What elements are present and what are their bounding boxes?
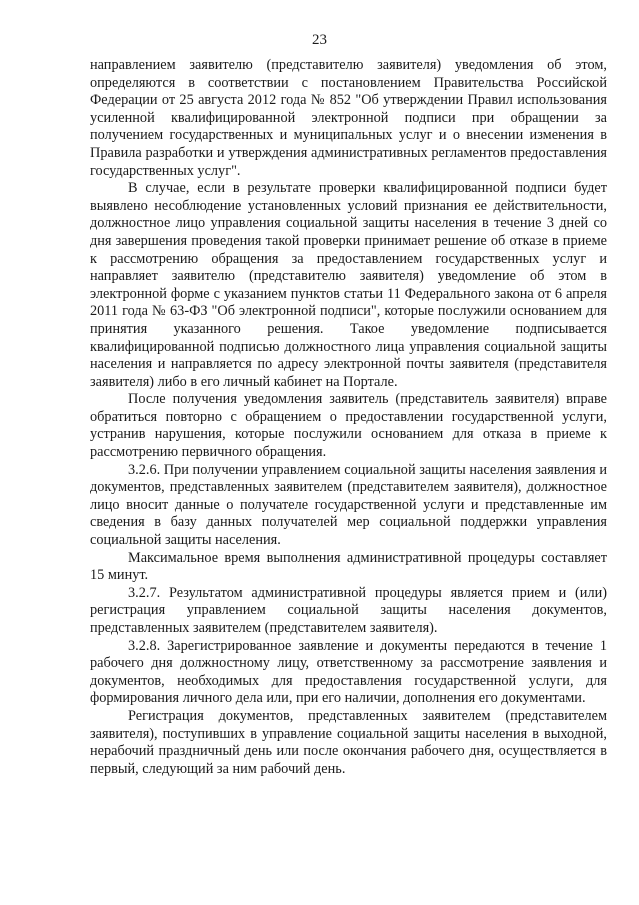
- paragraph-max-time: Максимальное время выполнения административной процедуры составляет 15 минут.: [90, 549, 607, 584]
- paragraph-3-2-6: 3.2.6. При получении управлением социальной защиты населения заявления и документов, представленных заявителем (представителем заявителя), должностное лицо вносит данные о получателе государственной услуги и представленные им сведения в базу данных получателей мер социальной поддержки управления социальной защиты населения.: [90, 461, 607, 549]
- document-body: [90, 57, 607, 778]
- paragraph-3-2-8: 3.2.8. Зарегистрированное заявление и документы передаются в течение 1 рабочего дня должностному лицу, ответственному за рассмотрение заявления и документов, необходимых для предоставления государственной услуги, для формирования личного дела или, при его наличии, дополнения его документами.: [90, 637, 607, 707]
- paragraph-continuation: направлением заявителю (представителю заявителя) уведомления об этом, определяются в соответствии с постановлением Правительства Российской Федерации от 25 августа 2012 года № 852 "Об утверждении Правил использования усиленной квалифицированной электронной подписи при обращении за получением государственных и муниципальных услуг и о внесении изменения в Правила разработки и утверждения административных регламентов предоставления государственных услуг".: [90, 57, 607, 179]
- paragraph-registration: Регистрация документов, представленных заявителем (представителем заявителя), поступивших в управление социальной защиты населения в выходной, нерабочий праздничный день или после окончания рабочего дня, осуществляется в первый, следующий за ним рабочий день.: [90, 707, 607, 777]
- paragraph-3-2-7: 3.2.7. Результатом административной процедуры является прием и (или) регистрация управлением социальной защиты населения документов, представленных заявителем (представителем заявителя).: [90, 584, 607, 636]
- paragraph-repeat-request: После получения уведомления заявитель (представитель заявителя) вправе обратиться повторно с обращением о предоставлении государственной услуги, устранив нарушения, которые послужили основанием для отказа в приеме к рассмотрению первичного обращения.: [90, 391, 607, 461]
- paragraph-signature-check: В случае, если в результате проверки квалифицированной подписи будет выявлено несоблюдение установленных условий признания ее действительности, должностное лицо управления социальной защиты населения в течение 3 дней со дня завершения проведения такой проверки принимает решение об отказе в приеме к рассмотрению обращения за предоставлением государственных услуг и направляет заявителю (представителю заявителя) уведомление об этом в электронной форме с указанием пунктов статьи 11 Федерального закона от 6 апреля 2011 года № 63-ФЗ "Об электронной подписи", которые послужили основанием для принятия указанного решения. Такое уведомление подписывается квалифицированной подписью должностного лица управления социальной защиты населения и направляется по адресу электронной почты заявителя (представителя заявителя) либо в его личный кабинет на Портале.: [90, 180, 607, 390]
- page-number: 23: [312, 32, 327, 48]
